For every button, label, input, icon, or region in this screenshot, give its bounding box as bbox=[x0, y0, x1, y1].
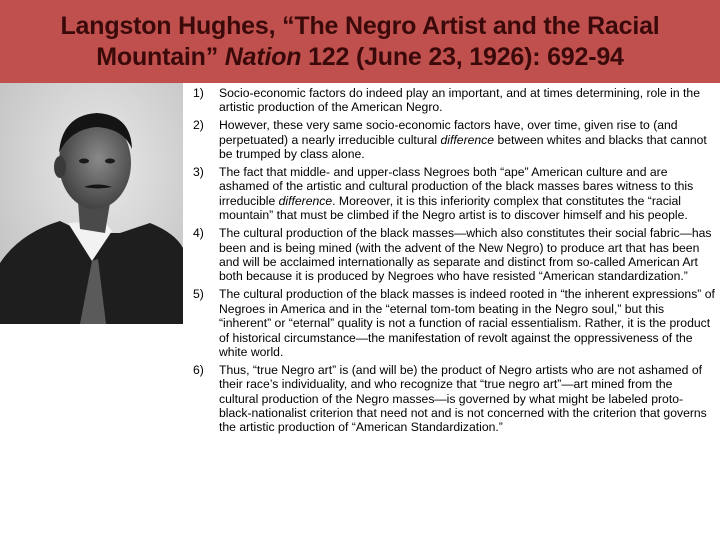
slide-title bbox=[0, 11, 720, 73]
item-text: The cultural production of the black masses—which also constitutes their social fabric—has been and is being mined (with the advent of the New Negro) to produce art that has been and will be acclaimed internationally as separate and distinct from so-called American Art both because it is produced by Negroes who have resisted “American standardization.” bbox=[219, 226, 712, 284]
list-item bbox=[193, 226, 715, 284]
list-item bbox=[193, 363, 715, 435]
points-list bbox=[193, 86, 715, 435]
item-number: 6) bbox=[193, 362, 204, 377]
item-number: 2) bbox=[193, 118, 204, 133]
title-part-1: Langston Hughes, “The Negro Artist and the Racial Mountain” bbox=[60, 11, 660, 71]
item-text-pre: The fact that middle- and upper-class Negroes both “ape” American culture and are ashamed of the artistic and cultural production of the black masses bares witness to this irreducible bbox=[219, 165, 694, 208]
item-text-emphasis: difference bbox=[440, 132, 495, 147]
content-area bbox=[193, 86, 715, 438]
title-italic: Nation bbox=[224, 42, 302, 71]
list-item bbox=[193, 165, 715, 223]
portrait-photo bbox=[0, 83, 183, 324]
title-bar bbox=[0, 0, 720, 83]
item-text-post: between whites and blacks that cannot be trumped by class alone. bbox=[219, 132, 707, 162]
item-number: 5) bbox=[193, 287, 204, 302]
list-item bbox=[193, 287, 715, 359]
item-text: Socio-economic factors do indeed play an important, and at times determining, role in the artistic production of the American Negro. bbox=[219, 86, 700, 115]
title-part-2: 122 (June 23, 1926): 692-94 bbox=[301, 42, 624, 71]
item-number: 4) bbox=[193, 226, 204, 241]
item-number: 3) bbox=[193, 165, 204, 180]
item-text-post: . Moreover, it is this inferiority complex that constitutes the “racial mountain” that must be climbed if the Negro artist is to discover himself and his people. bbox=[219, 193, 688, 223]
item-text: The cultural production of the black masses is indeed rooted in “the inherent expressions” of Negroes in America and in the “eternal tom-tom beating in the Negro soul,” but this “inherent” or “eternal” quality is not a function of racial essentialism. Rather, it is the product of historical circumstance—the manifestation of revolt against the oppressiveness of the white world. bbox=[219, 287, 715, 359]
item-number: 1) bbox=[193, 86, 204, 100]
item-text-emphasis: difference bbox=[278, 193, 333, 208]
item-text: Thus, “true Negro art” is (and will be) the product of Negro artists who are not ashamed of their race’s individuality, and who recognize that “true negro art”—art mined from the cultural production of the Negro masses—is governed by what might be labeled proto-black-nationalist criterion that need not and is not concerned with the criterion that governs the artistic production of “American Standardization.” bbox=[219, 362, 707, 435]
item-text-pre: However, these very same socio-economic factors have, over time, given rise to (and perpetuated) a nearly irreducible cultural bbox=[219, 118, 678, 147]
list-item bbox=[193, 118, 715, 161]
list-item bbox=[193, 86, 715, 115]
